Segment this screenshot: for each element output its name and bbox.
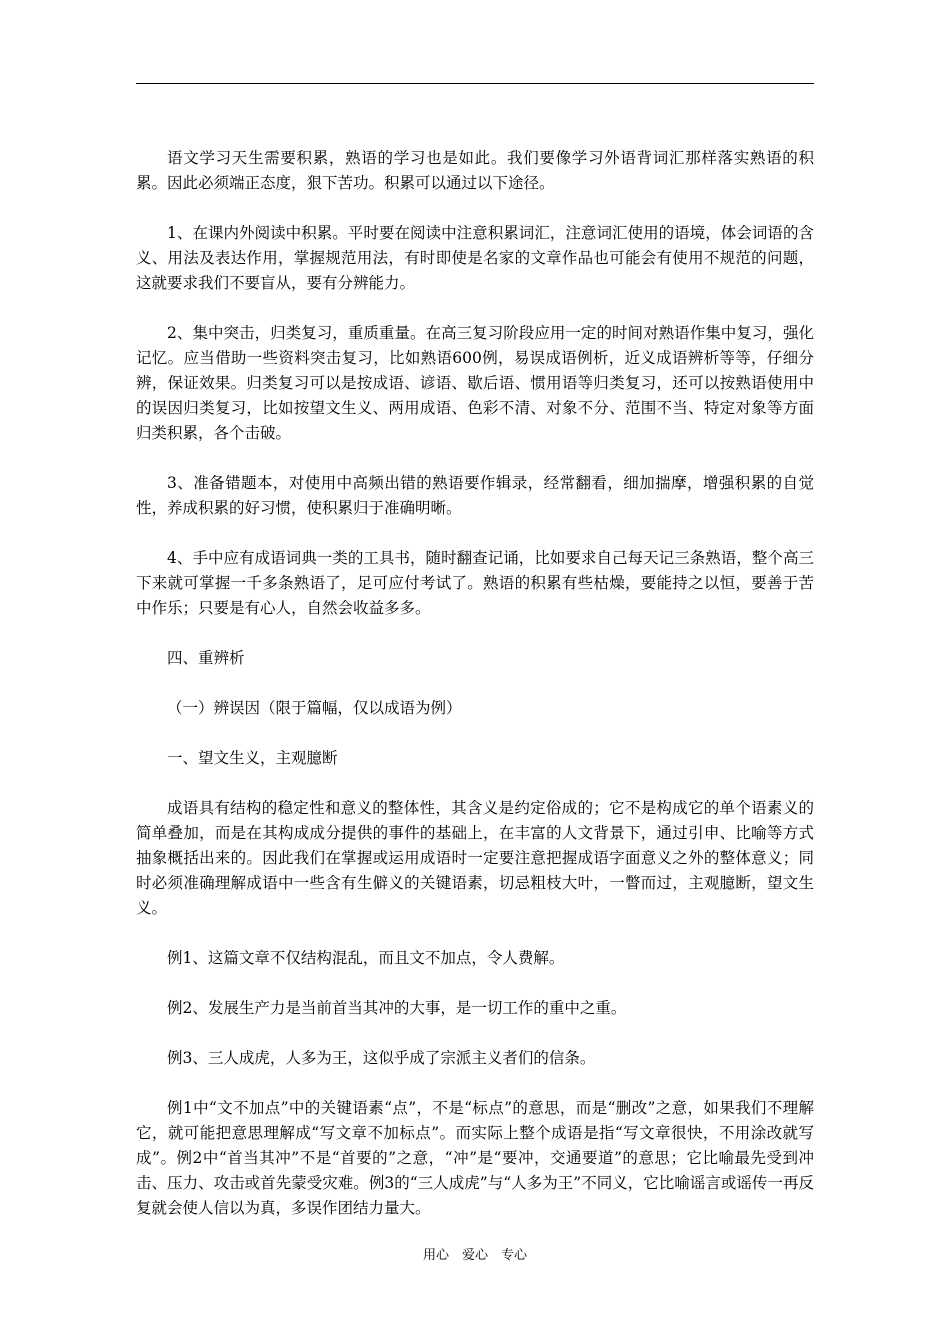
- paragraph-explanation: 成语具有结构的稳定性和意义的整体性，其含义是约定俗成的；它不是构成它的单个语素义的简单叠加，而是在其构成成分提供的事件的基础上，在丰富的人文背景下，通过引申、比喻等方式抽象概括出来的。因此我们在掌握或运用成语时一定要注意把握成语字面意义之外的整体意义；同时必须准确理解成语中一些含有生僻义的关键语素，切忌粗枝大叶，一瞥而过，主观臆断，望文生义。: [136, 799, 814, 917]
- document-body: [136, 146, 814, 1246]
- paragraph-analysis: 例1中“文不加点”中的关键语素“点”，不是“标点”的意思，而是“删改”之意，如果我们不理解它，就可能把意思理解成“写文章不加标点”。而实际上整个成语是指“写文章很快，不用涂改就写成”。例2中“首当其冲”不是“首要的”之意，“冲”是“要冲，交通要道”的意思；它比喻最先受到冲击、压力、攻击或首先蒙受灾难。例3的“三人成虎”与“人多为王”不同义，它比喻谣言或谣传一再反复就会使人信以为真，多误作团结力量大。: [136, 1099, 814, 1217]
- example-1: 例1、这篇文章不仅结构混乱，而且文不加点，令人费解。: [167, 949, 565, 967]
- paragraph-item-3: 3、准备错题本，对使用中高频出错的熟语要作辑录，经常翻看，细加揣摩，增强积累的自觉性，养成积累的好习惯，使积累归于准确明晰。: [136, 474, 814, 517]
- paragraph-intro: 语文学习天生需要积累，熟语的学习也是如此。我们要像学习外语背词汇那样落实熟语的积累。因此必须端正态度，狠下苦功。积累可以通过以下途径。: [136, 149, 814, 192]
- paragraph-item-1: 1、在课内外阅读中积累。平时要在阅读中注意积累词汇，注意词汇使用的语境，体会词语的含义、用法及表达作用，掌握规范用法，有时即使是名家的文章作品也可能会有使用不规范的问题，这就要求我们不要盲从，要有分辨能力。: [136, 224, 814, 292]
- paragraph-item-4: 4、手中应有成语词典一类的工具书，随时翻查记诵，比如要求自己每天记三条熟语，整个高三下来就可掌握一千多条熟语了，足可应付考试了。熟语的积累有些枯燥，要能持之以恒，要善于苦中作乐；只要是有心人，自然会收益多多。: [136, 549, 814, 617]
- header-rule: [136, 83, 814, 84]
- page-footer: 用心 爱心 专心: [422, 1248, 527, 1263]
- paragraph-item-2: 2、集中突击，归类复习，重质重量。在高三复习阶段应用一定的时间对熟语作集中复习，强化记忆。应当借助一些资料突击复习，比如熟语600例，易误成语例析，近义成语辨析等等，仔细分辨，保证效果。归类复习可以是按成语、谚语、歇后语、惯用语等归类复习，还可以按熟语使用中的误因归类复习，比如按望文生义、两用成语、色彩不清、对象不分、范围不当、特定对象等方面归类积累，各个击破。: [136, 324, 814, 442]
- topic-heading: 一、望文生义，主观臆断: [167, 749, 338, 767]
- subsection-heading: （一）辨误因（限于篇幅，仅以成语为例）: [167, 699, 462, 717]
- example-3: 例3、三人成虎，人多为王，这似乎成了宗派主义者们的信条。: [167, 1049, 596, 1067]
- example-2: 例2、发展生产力是当前首当其冲的大事，是一切工作的重中之重。: [167, 999, 627, 1017]
- section-heading: 四、重辨析: [167, 649, 245, 667]
